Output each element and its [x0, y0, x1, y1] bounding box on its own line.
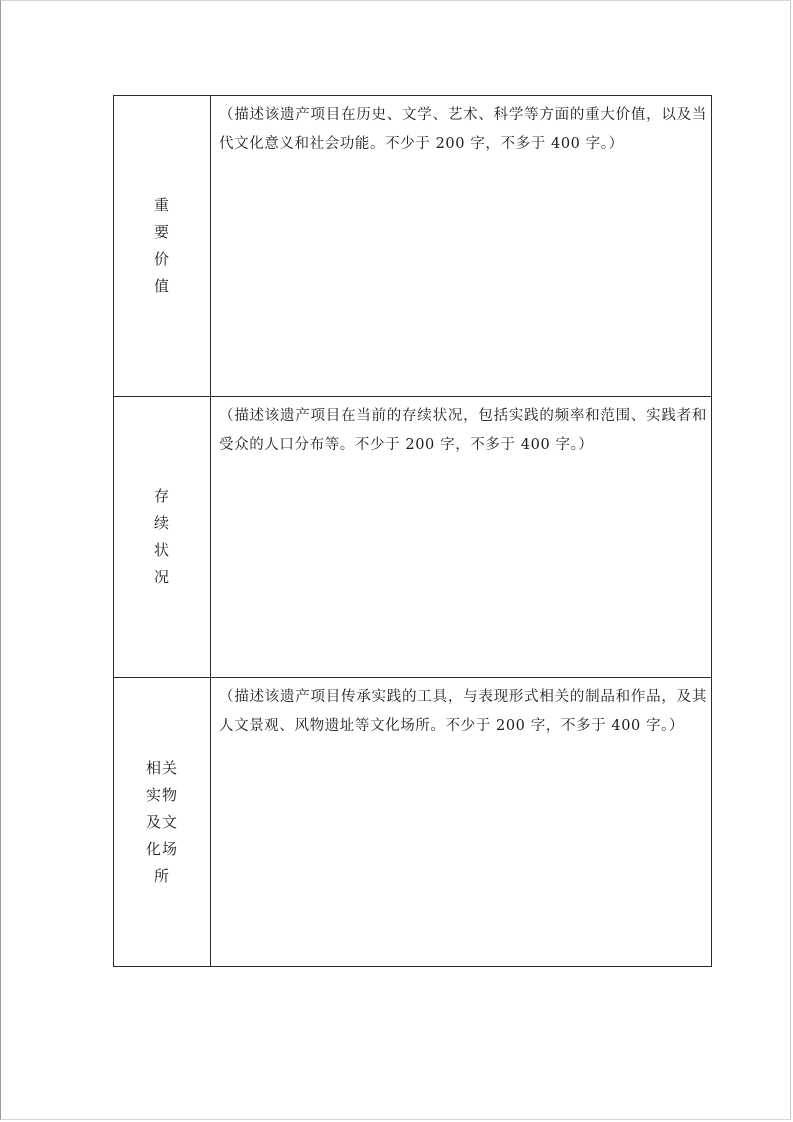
row-label: 重 要 价 值 — [153, 196, 170, 295]
row-label: 存 续 状 况 — [153, 487, 170, 586]
content-cell-continuity-status[interactable] — [211, 397, 712, 678]
heritage-form-table — [113, 95, 712, 967]
table-row — [114, 397, 712, 678]
table-row — [114, 96, 712, 397]
instruction-text: （描述该遗产项目在当前的存续状况，包括实践的频率和范围、实践者和受众的人口分布等。不少于 200 字，不多于 400 字。） — [219, 408, 707, 453]
label-cell-related-objects-and-sites — [114, 678, 211, 967]
table-row — [114, 678, 712, 967]
row-label: 相关 实物 及文 化场 所 — [145, 758, 178, 885]
content-cell-related-objects-and-sites[interactable] — [211, 678, 712, 967]
instruction-text: （描述该遗产项目传承实践的工具，与表现形式相关的制品和作品，及其人文景观、风物遗址等文化场所。不少于 200 字，不多于 400 字。） — [219, 689, 707, 734]
label-cell-important-value — [114, 96, 211, 397]
label-cell-continuity-status — [114, 397, 211, 678]
content-cell-important-value[interactable] — [211, 96, 712, 397]
instruction-text: （描述该遗产项目在历史、文学、艺术、科学等方面的重大价值，以及当代文化意义和社会功能。不少于 200 字，不多于 400 字。） — [219, 107, 707, 152]
